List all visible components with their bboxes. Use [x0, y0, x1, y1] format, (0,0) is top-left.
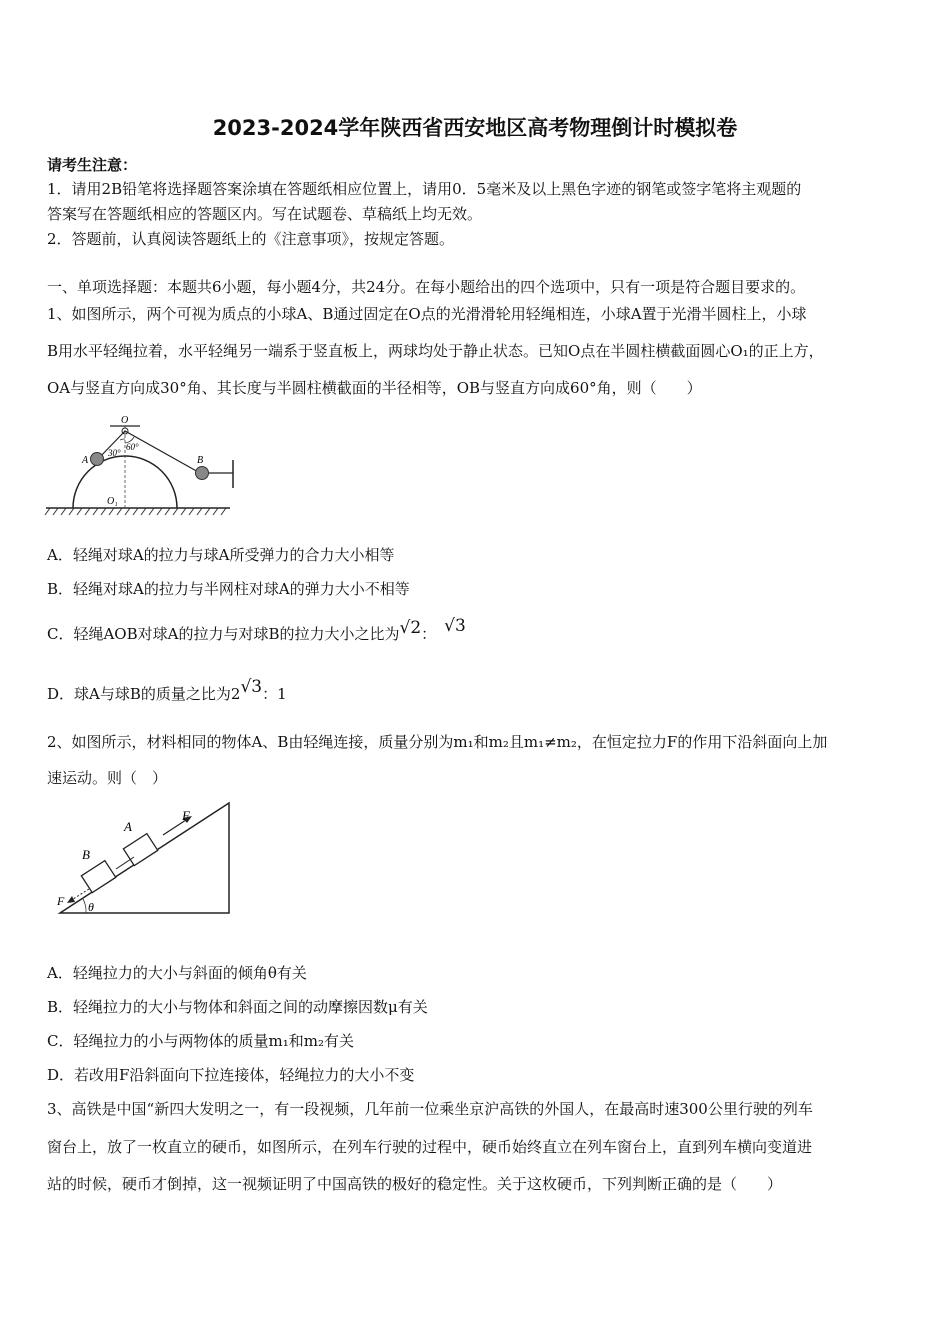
q2-figure [48, 795, 238, 920]
ball-a [91, 453, 104, 466]
ground-hatching [45, 508, 226, 515]
q3-text-2: 窗台上，放了一枚直立的硬币，如图所示，在列车行驶的过程中，硬币始终直立在列车窗台上，直到列车横向变道进 [47, 1138, 813, 1156]
angle-arc [83, 899, 86, 913]
page-title: 2023-2024学年陕西省西安地区高考物理倒计时模拟卷 [212, 116, 738, 140]
q2-option-c: C．轻绳拉力的小与两物体的质量m₁和m₂有关 [47, 1032, 354, 1050]
q1-option-a: A．轻绳对球A的拉力与球A所受弹力的合力大小相等 [47, 546, 395, 564]
q2-text-1: 2、如图所示，材料相同的物体A、B由轻绳连接，质量分别为m₁和m₂且m₁≠m₂，在恒定拉力F的作用下沿斜面向上加 [47, 733, 828, 751]
q1-text-2: B用水平轻绳拉着，水平轻绳另一端系于竖直板上，两球均处于静止状态。已知O点在半圆柱横截面圆心O₁的正上方， [47, 342, 824, 360]
q1-option-c-separator: ： [421, 625, 437, 643]
q1-option-c-value-2: √3 [444, 616, 466, 636]
label-a: A [124, 819, 132, 834]
label-a: A [82, 455, 89, 466]
q2-option-d: D．若改用F沿斜面向下拉连接体，轻绳拉力的大小不变 [47, 1066, 415, 1084]
reverse-force-arrow-head [67, 896, 75, 903]
q2-option-b: B．轻绳拉力的大小与物体和斜面之间的动摩擦因数μ有关 [47, 998, 428, 1016]
label-o: O [121, 415, 129, 426]
q1-option-b: B．轻绳对球A的拉力与半网柱对球A的弹力大小不相等 [47, 580, 410, 598]
label-f-reverse: F [57, 894, 65, 908]
q3-text-3: 站的时候，硬币才倒掉，这一视频证明了中国高铁的极好的稳定性。关于这枚硬币，下列判断正确的是（ ） [47, 1175, 783, 1193]
ball-b [196, 467, 209, 480]
q1-option-d-ratio: ：1 [262, 685, 287, 703]
label-b: B [82, 847, 90, 862]
notice-heading: 请考生注意： [47, 156, 138, 174]
q1-option-c-text: C．轻绳AOB对球A的拉力与对球B的拉力大小之比为 [47, 625, 400, 643]
label-theta: θ [88, 900, 94, 914]
label-o1: O₁ [107, 496, 118, 507]
q1-option-d-value: √3 [240, 677, 263, 697]
label-60: 60° [126, 442, 139, 452]
q1-figure [40, 412, 245, 522]
q1-option-c-value-1: √2 [399, 618, 422, 638]
q1-text-1: 1、如图所示，两个可视为质点的小球A、B通过固定在O点的光滑滑轮用轻绳相连，小球A置于光滑半圆柱上，小球 [47, 305, 807, 323]
q2-text-2: 速运动。则（ ） [47, 769, 168, 787]
q1-option-c [47, 616, 466, 644]
label-b: B [197, 455, 204, 466]
rope-ob [125, 431, 200, 473]
notice-line-1: 1．请用2B铅笔将选择题答案涂填在答题纸相应位置上，请用0．5毫米及以上黑色字迹的钢笔或签字笔将主观题的 [47, 180, 802, 198]
label-30: 30° [108, 448, 121, 458]
block-b [81, 861, 115, 893]
section-heading: 一、单项选择题：本题共6小题，每小题4分，共24分。在每小题给出的四个选项中，只有一项是符合题目要求的。 [47, 278, 806, 296]
q1-option-d-text: D．球A与球B的质量之比为2 [47, 685, 241, 703]
q1-option-d [47, 677, 287, 704]
q3-text-1: 3、高铁是中国“新四大发明之一，有一段视频，几年前一位乘坐京沪高铁的外国人，在最高时速300公里行驶的列车 [47, 1100, 813, 1118]
notice-line-3: 2．答题前，认真阅读答题纸上的《注意事项》，按规定答题。 [47, 230, 455, 248]
notice-line-2: 答案写在答题纸相应的答题区内。写在试题卷、草稿纸上均无效。 [47, 205, 483, 223]
label-f: F [182, 808, 190, 823]
q1-text-3: OA与竖直方向成30°角、其长度与半圆柱横截面的半径相等，OB与竖直方向成60°角，则（ ） [47, 379, 702, 397]
q2-option-a: A．轻绳拉力的大小与斜面的倾角θ有关 [47, 964, 307, 982]
